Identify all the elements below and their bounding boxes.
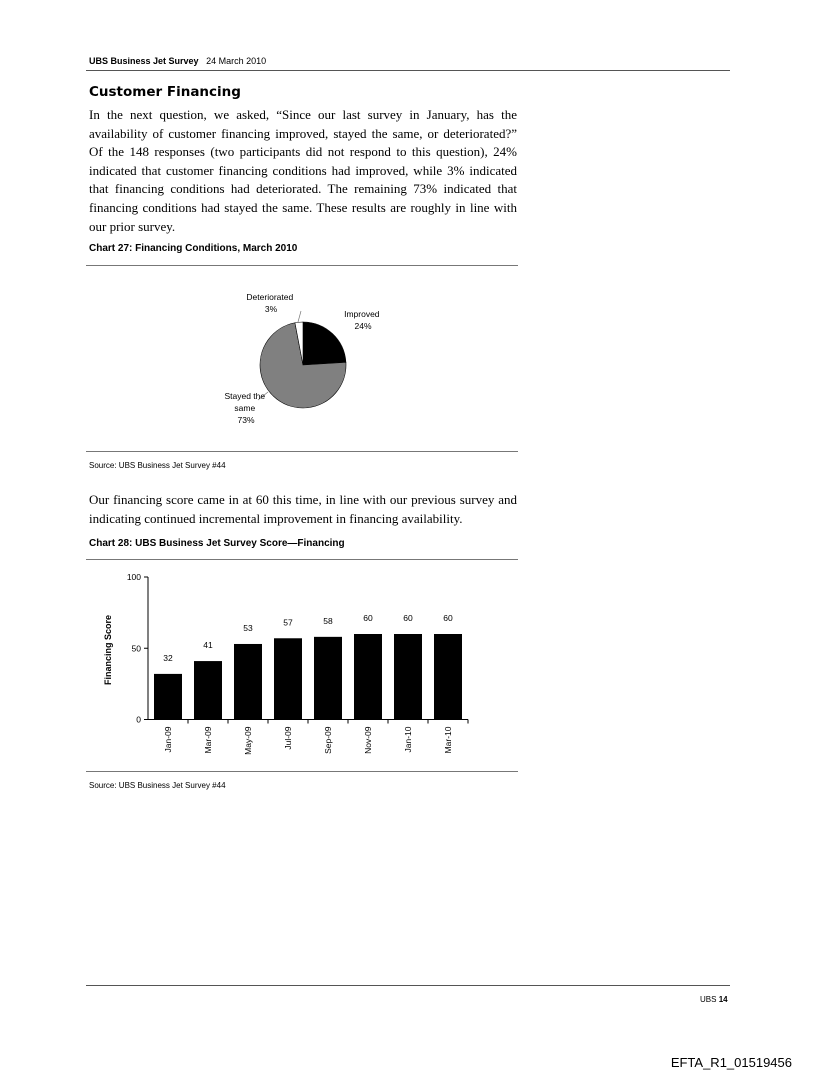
y-tick-label: 0 bbox=[136, 714, 141, 725]
x-tick-label: Jan-10 bbox=[403, 726, 413, 753]
bar-value-label: 57 bbox=[283, 617, 293, 628]
bar-value-label: 60 bbox=[443, 613, 453, 623]
footer-rule bbox=[86, 985, 730, 986]
running-header bbox=[89, 56, 266, 66]
y-tick-label: 100 bbox=[126, 572, 141, 582]
leader-deteriorated bbox=[298, 311, 301, 322]
label-improved: Improved 24% bbox=[344, 309, 380, 331]
footer-brand: UBS bbox=[700, 995, 717, 1004]
chart28-source: Source: UBS Business Jet Survey #44 bbox=[89, 781, 226, 790]
bar-jan-09 bbox=[154, 674, 182, 720]
x-tick-label: Nov-09 bbox=[363, 726, 373, 754]
label-deteriorated: Deteriorated 3% bbox=[246, 292, 294, 314]
chart27-bottom-rule bbox=[86, 451, 518, 452]
score-paragraph: Our financing score came in at 60 this time, in line with our previous survey and indicating continued incremental improvement in financing availability. bbox=[89, 492, 517, 526]
y-axis-title: Financing Score bbox=[103, 614, 113, 686]
chart28-top-rule bbox=[86, 559, 518, 560]
header-title: UBS Business Jet Survey bbox=[89, 56, 199, 66]
chart27-source: Source: UBS Business Jet Survey #44 bbox=[89, 461, 226, 470]
y-tick-label: 50 bbox=[131, 643, 141, 654]
page-footer bbox=[700, 995, 728, 1004]
chart27-top-rule bbox=[86, 265, 518, 266]
x-tick-label: Jan-09 bbox=[163, 726, 173, 753]
bar-sep-09 bbox=[314, 637, 342, 720]
bar-value-label: 32 bbox=[163, 652, 173, 663]
page-number: 14 bbox=[718, 995, 728, 1004]
bar-value-label: 60 bbox=[403, 613, 413, 623]
document-id: EFTA_R1_01519456 bbox=[670, 1055, 792, 1070]
pie-chart bbox=[200, 280, 420, 440]
header-date: 24 March 2010 bbox=[206, 56, 267, 66]
bar-jan-10 bbox=[394, 634, 422, 720]
bar-value-label: 41 bbox=[203, 640, 213, 651]
x-tick-label: Mar-09 bbox=[203, 726, 213, 754]
x-tick-label: Sep-09 bbox=[323, 726, 333, 754]
bar-chart bbox=[90, 566, 510, 766]
label-stayed: Stayed the same 73% bbox=[224, 391, 266, 425]
bar-jul-09 bbox=[274, 638, 302, 719]
bar-may-09 bbox=[234, 644, 262, 720]
x-tick-label: Mar-10 bbox=[443, 726, 453, 754]
bar-nov-09 bbox=[354, 634, 382, 720]
bar-value-label: 58 bbox=[323, 615, 333, 626]
section-title: Customer Financing bbox=[89, 84, 241, 100]
bar-mar-10 bbox=[434, 634, 462, 720]
chart28-title: Chart 28: UBS Business Jet Survey Score—Financing bbox=[89, 538, 345, 549]
chart28-bottom-rule bbox=[86, 771, 518, 772]
bar-mar-09 bbox=[194, 661, 222, 719]
header-rule bbox=[86, 70, 730, 71]
bar-value-label: 60 bbox=[363, 613, 373, 623]
intro-paragraph: In the next question, we asked, “Since our last survey in January, has the availability of customer financing improved, stayed the same, or deteriorated?” Of the 148 responses (two participants did not respond to this question), 24% indicated that customer financing conditions had improved, while 3% indicated that financing conditions had deteriorated. The remaining 73% indicated that financing conditions had stayed the same. These results are roughly in line with our prior survey. bbox=[89, 107, 517, 234]
x-tick-label: May-09 bbox=[243, 726, 253, 755]
chart27-title: Chart 27: Financing Conditions, March 2010 bbox=[89, 243, 298, 254]
pie-slice-improved bbox=[303, 322, 346, 365]
x-tick-label: Jul-09 bbox=[283, 726, 293, 750]
bar-value-label: 53 bbox=[243, 622, 253, 633]
